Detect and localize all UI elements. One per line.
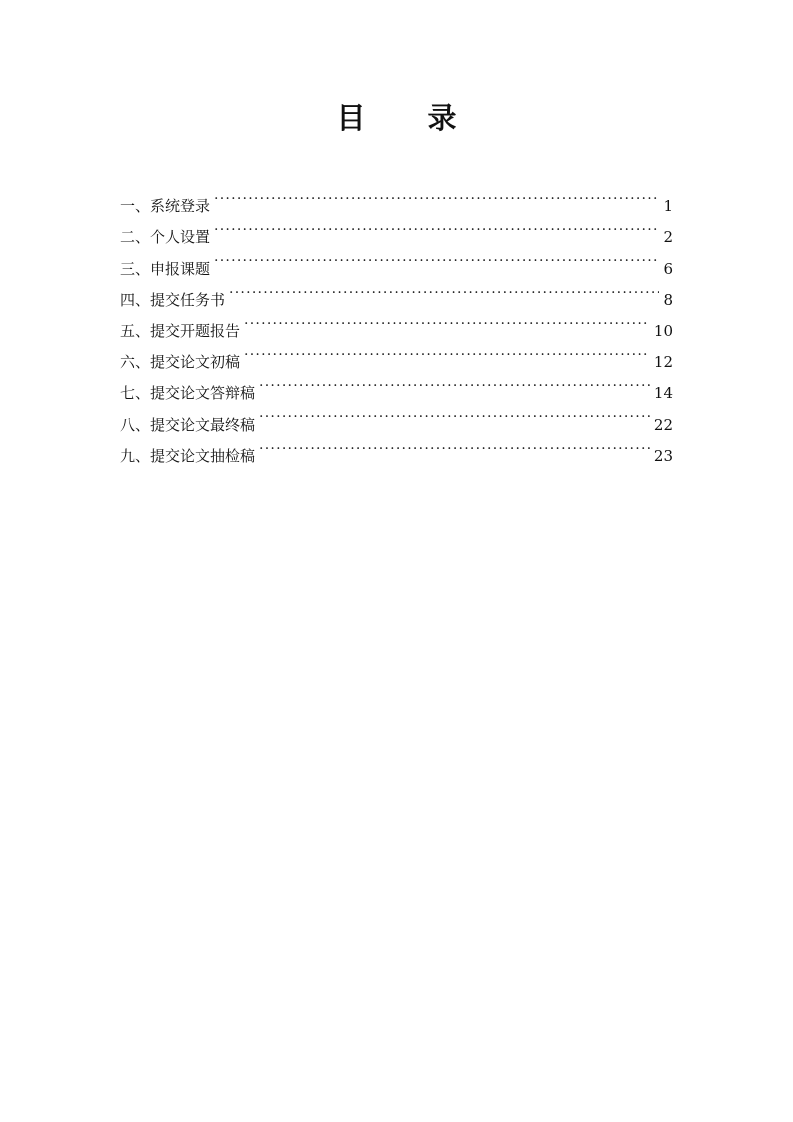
toc-entry-label: 一、系统登录 <box>120 197 211 216</box>
toc-page-number: 22 <box>653 415 673 434</box>
toc-dot-leader <box>259 367 650 398</box>
toc-entry-label: 七、提交论文答辩稿 <box>120 384 256 403</box>
page-title: 目 录 <box>336 101 483 135</box>
toc-entry-label: 四、提交任务书 <box>120 290 226 309</box>
toc-entry-label: 三、申报课题 <box>120 259 211 278</box>
toc-dot-leader <box>214 180 659 211</box>
toc-entry-label: 二、个人设置 <box>120 228 211 247</box>
toc-dot-leader <box>214 211 659 242</box>
table-of-contents <box>120 180 673 465</box>
toc-dot-leader <box>259 430 650 461</box>
toc-dot-leader <box>244 305 650 336</box>
toc-entry-label: 九、提交论文抽检稿 <box>120 446 256 465</box>
toc-page-number: 10 <box>653 321 673 340</box>
toc-entry-label: 五、提交开题报告 <box>120 321 241 340</box>
toc-dot-leader <box>229 274 659 305</box>
toc-entry-label: 六、提交论文初稿 <box>120 353 241 372</box>
toc-dot-leader <box>214 242 659 273</box>
toc-page-number: 6 <box>663 259 673 278</box>
toc-page-number: 8 <box>663 290 673 309</box>
toc-page-number: 1 <box>663 197 673 216</box>
toc-page-number: 14 <box>653 384 673 403</box>
toc-page-number: 23 <box>653 446 673 465</box>
toc-page-number: 2 <box>663 228 673 247</box>
toc-entry[interactable] <box>120 180 673 216</box>
toc-dot-leader <box>259 398 650 429</box>
toc-page-number: 12 <box>653 353 673 372</box>
toc-entry-label: 八、提交论文最终稿 <box>120 415 256 434</box>
toc-dot-leader <box>244 336 650 367</box>
